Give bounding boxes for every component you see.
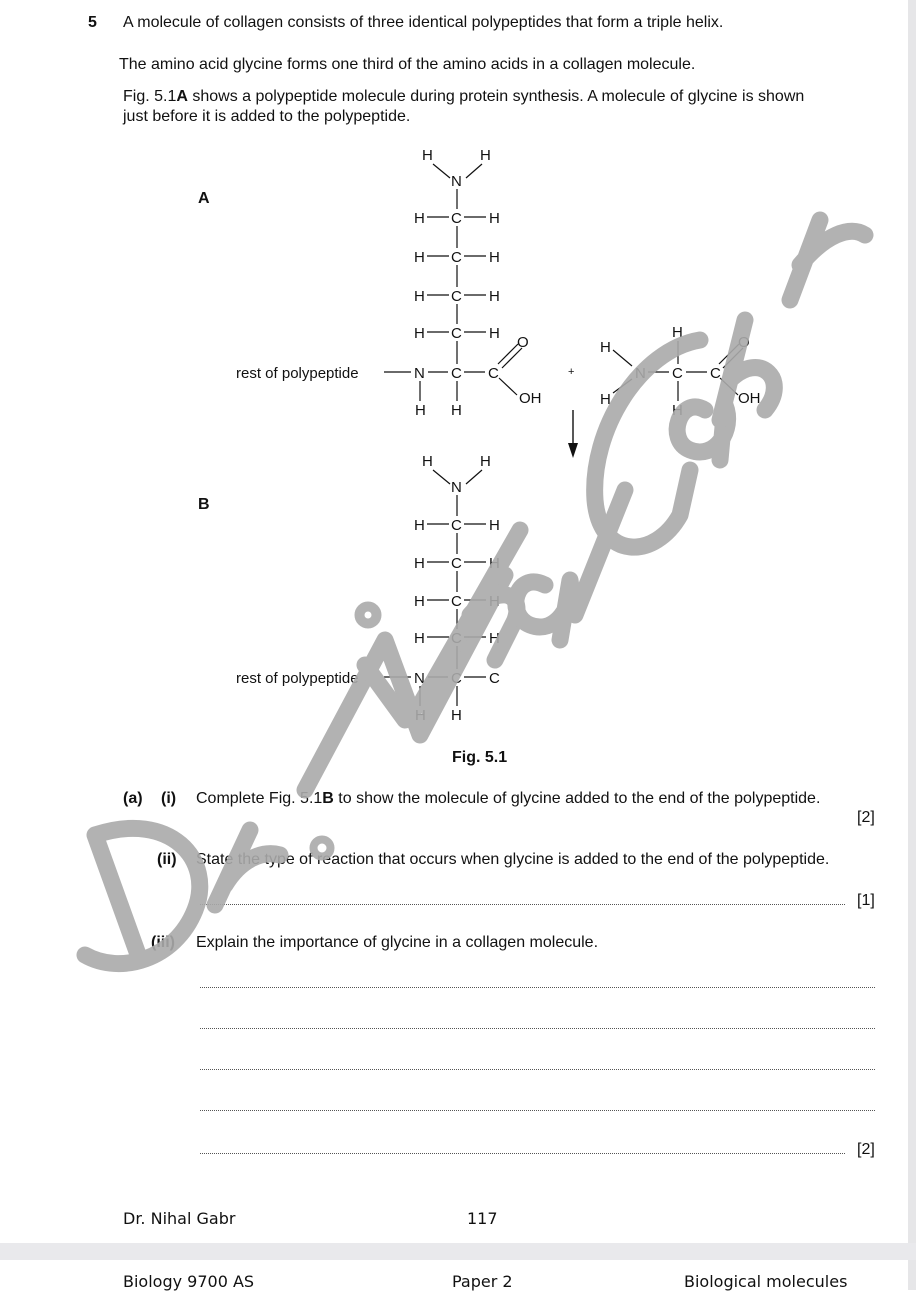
part-ii-question: State the type of reaction that occurs when glycine is added to the end of the polypeptide.: [196, 851, 830, 868]
part-iii-mark: [2]: [857, 1141, 875, 1158]
atom: H: [414, 555, 425, 572]
fig-ref: Fig. 5.1: [123, 88, 177, 105]
part-ii-mark: [1]: [857, 892, 875, 909]
figure-label-a: A: [198, 190, 210, 207]
atom: H: [489, 325, 500, 342]
question-line-2: The amino acid glycine forms one third of the amino acids in a collagen molecule.: [119, 56, 696, 73]
atom: H: [422, 147, 433, 164]
atom: H: [489, 517, 500, 534]
atom: H: [489, 210, 500, 227]
line-3-text: shows a polypeptide molecule during protein synthesis. A molecule of glycine is shown: [187, 88, 805, 105]
atom: N: [414, 670, 425, 687]
rest-of-polypeptide-label-b: rest of polypeptide: [236, 670, 359, 687]
atom: H: [415, 402, 426, 419]
atom: O: [517, 334, 529, 351]
question-number: 5: [88, 14, 97, 31]
rest-of-polypeptide-label-a: rest of polypeptide: [236, 365, 359, 382]
atom: H: [480, 453, 491, 470]
atom: H: [489, 288, 500, 305]
atom: H: [672, 402, 683, 419]
atom: H: [414, 288, 425, 305]
atom: H: [489, 630, 500, 647]
part-i-label: (i): [161, 790, 177, 807]
footer-topic: Biological molecules: [684, 1272, 848, 1291]
answer-line-iii-1[interactable]: [200, 987, 875, 988]
footer-paper: Paper 2: [452, 1272, 513, 1291]
atom: C: [451, 593, 462, 610]
part-ii-label: (ii): [157, 851, 177, 868]
plus-sign: +: [568, 366, 575, 378]
part-a-label: (a): [123, 790, 143, 807]
question-line-3b: just before it is added to the polypeptide.: [123, 108, 411, 125]
atom: H: [415, 707, 426, 724]
atom: H: [489, 555, 500, 572]
footer-author: Dr. Nihal Gabr: [123, 1209, 236, 1228]
atom: H: [414, 517, 425, 534]
answer-line-iii-3[interactable]: [200, 1069, 875, 1070]
reaction-arrow: [568, 410, 578, 458]
atom: OH: [738, 390, 761, 407]
page-separator: [0, 1243, 916, 1260]
atom: C: [488, 365, 499, 382]
atom: N: [451, 479, 462, 496]
answer-line-iii-2[interactable]: [200, 1028, 875, 1029]
atom: H: [414, 325, 425, 342]
part-i-pre: Complete Fig. 5.1: [196, 790, 323, 807]
atom: H: [414, 249, 425, 266]
atom: O: [738, 334, 750, 351]
footer-page-number: 117: [467, 1209, 498, 1228]
atom: H: [451, 402, 462, 419]
atom: C: [451, 210, 462, 227]
atom: H: [414, 210, 425, 227]
atom: H: [600, 391, 611, 408]
atom: H: [480, 147, 491, 164]
atom: C: [451, 288, 462, 305]
part-iii-label: (iii): [151, 934, 175, 951]
part-i-post: to show the molecule of glycine added to the end of the polypeptide.: [333, 790, 821, 807]
figure-label-b: B: [198, 496, 210, 513]
figure-caption: Fig. 5.1: [452, 749, 508, 766]
atom: C: [451, 670, 462, 687]
bonds-b: [384, 470, 486, 706]
part-iii-question: Explain the importance of glycine in a collagen molecule.: [196, 934, 599, 951]
answer-line-iii-4[interactable]: [200, 1110, 875, 1111]
atom: H: [672, 324, 683, 341]
part-i-bold: B: [322, 790, 334, 807]
footer-course: Biology 9700 AS: [123, 1272, 255, 1291]
atom: C: [451, 517, 462, 534]
atom: H: [489, 249, 500, 266]
part-i-question: [196, 789, 820, 808]
atom: H: [414, 593, 425, 610]
atom: C: [451, 555, 462, 572]
atom: C: [451, 365, 462, 382]
answer-line-iii-5[interactable]: [200, 1153, 845, 1154]
atom: H: [489, 593, 500, 610]
part-i-mark: [2]: [857, 809, 875, 826]
atom: N: [414, 365, 425, 382]
fig-ref-bold: A: [176, 88, 188, 105]
atom: C: [451, 630, 462, 647]
atom: H: [414, 630, 425, 647]
atom: OH: [519, 390, 542, 407]
atom: C: [451, 249, 462, 266]
atom: C: [672, 365, 683, 382]
atom: C: [710, 365, 721, 382]
question-intro: A molecule of collagen consists of three identical polypeptides that form a triple helix.: [123, 14, 724, 31]
atom: C: [489, 670, 500, 687]
atom: N: [451, 173, 462, 190]
atom: H: [451, 707, 462, 724]
answer-line-ii[interactable]: [200, 904, 845, 905]
atom: H: [422, 453, 433, 470]
atom: N: [635, 365, 646, 382]
atom: H: [600, 339, 611, 356]
atom: C: [451, 325, 462, 342]
